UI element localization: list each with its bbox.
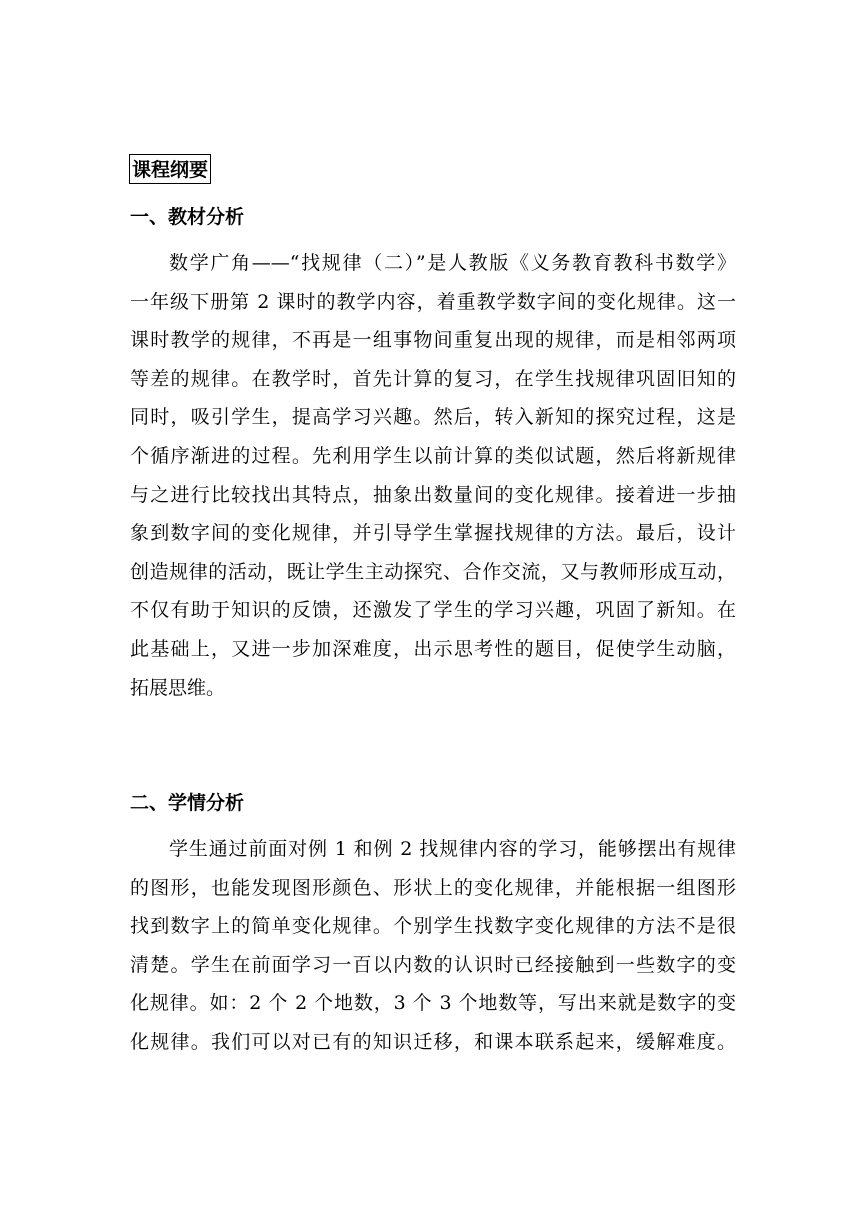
paragraph-line: 清楚。学生在前面学习一百以内数的认识时已经接触到一些数字的变: [130, 953, 736, 976]
paragraph-line: 化规律。如：2 个 2 个地数，3 个 3 个地数等，写出来就是数字的变: [130, 992, 736, 1015]
paragraph-line: 化规律。我们可以对已有的知识迁移，和课本联系起来，缓解难度。: [130, 1030, 736, 1053]
paragraph-line: 拓展思维。: [130, 676, 226, 699]
paragraph-line: 个循序渐进的过程。先利用学生以前计算的类似试题，然后将新规律: [130, 444, 736, 467]
paragraph-line: 课时教学的规律，不再是一组事物间重复出现的规律，而是相邻两项: [130, 329, 736, 352]
paragraph-line: 不仅有助于知识的反馈，还激发了学生的学习兴趣，巩固了新知。在: [130, 599, 736, 622]
paragraph-line: 数学广角——“找规律（二）”是人教版《义务教育教科书数学》: [169, 252, 736, 274]
paragraph-line: 等差的规律。在教学时，首先计算的复习，在学生找规律巩固旧知的: [130, 367, 736, 390]
paragraph-line: 学生通过前面对例 1 和例 2 找规律内容的学习，能够摆出有规律: [169, 838, 736, 860]
paragraph-line: 一年级下册第 2 课时的教学内容，着重教学数字间的变化规律。这一: [130, 290, 736, 313]
textbook-analysis-paragraph: [130, 244, 736, 707]
paragraph-line: 的图形，也能发现图形颜色、形状上的变化规律，并能根据一组图形: [130, 876, 736, 899]
section-heading-learner-analysis: 二、学情分析: [130, 792, 245, 814]
paragraph-line: 找到数字上的简单变化规律。个别学生找数字变化规律的方法不是很: [130, 915, 736, 938]
paragraph-line: 同时，吸引学生，提高学习兴趣。然后，转入新知的探究过程，这是: [130, 406, 736, 429]
paragraph-line: 此基础上，又进一步加深难度，出示思考性的题目，促使学生动脑，: [130, 637, 736, 660]
paragraph-line: 象到数字间的变化规律，并引导学生掌握找规律的方法。最后，设计: [130, 522, 736, 545]
section-heading-textbook-analysis: 一、教材分析: [130, 206, 245, 228]
learner-analysis-paragraph: [130, 830, 736, 1062]
paragraph-line: 创造规律的活动，既让学生主动探究、合作交流，又与教师形成互动，: [130, 560, 736, 583]
paragraph-line: 与之进行比较找出其特点，抽象出数量间的变化规律。接着进一步抽: [130, 483, 736, 506]
outline-title: 课程纲要: [129, 154, 211, 184]
